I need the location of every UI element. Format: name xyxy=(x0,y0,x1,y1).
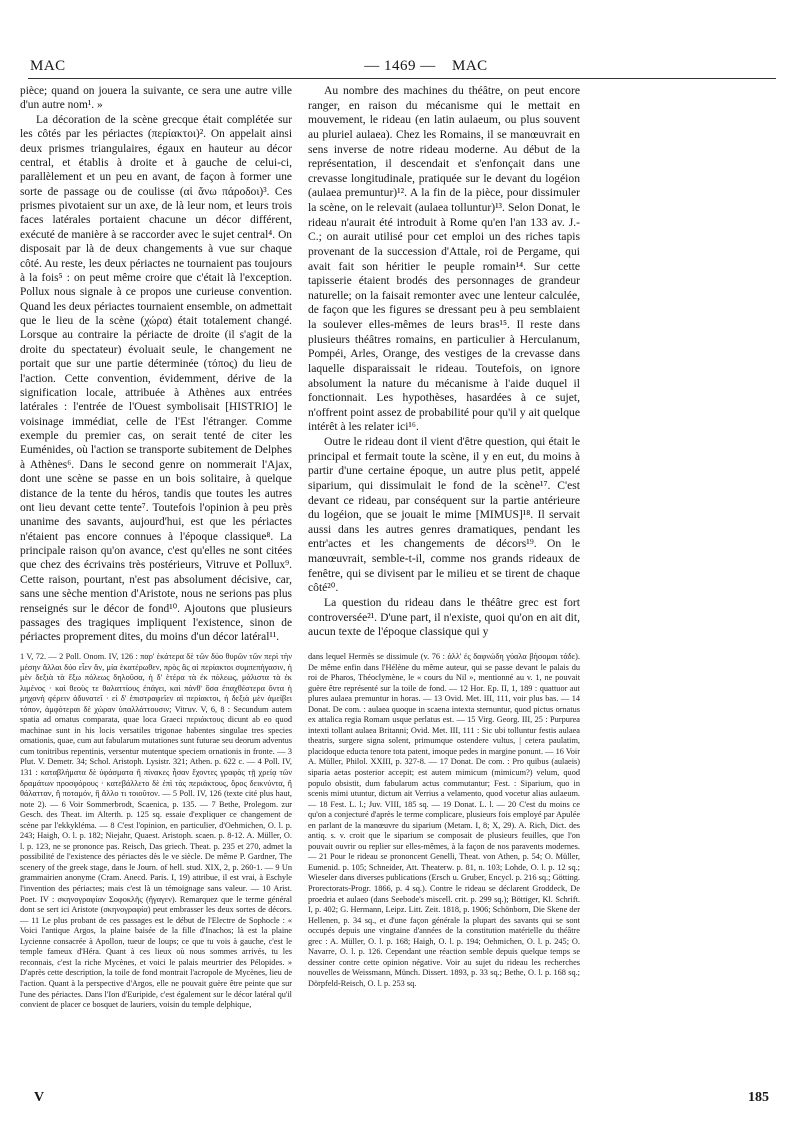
paragraph: La question du rideau dans le théâtre grec est fort controversée²¹. D'une part, il n'existe, quoi qu'on en ait dit, aucun texte de l'époque classique qui y xyxy=(308,595,580,639)
signature-mark: V xyxy=(34,1090,45,1105)
footnotes-right: dans lequel Hermès se dissimule (v. 76 : ἀλλ' ἐς δαφνώδη γύαλα βήσομαι τάδε). De même enfin dans l'Hélène du même auteur, qui se passe devant le palais du roi de Pharos, Théoclymène, le « cours du Nil », mentionné au v. 1, ne pouvait guère être représenté sur la toile de fond. — 12 Hor. Ep. II, 1, 189 : quattuor aut plures aulaea premuntur in horas. — 13 Ovid. Met. III, 111, voir plus bas. — 14 Donat. De com. : aulaea quoque in scaena intexta sternuntur, quod pictus ornatus ex attalica regia Romam usque perlatus est. — 15 Virg. Georg. III, 25 : Purpurea intexti tollant aulaea Britanni; Ovid. Met. III, 111 : Sic ubi tolluntur festis aulaea theatris, surgere signa solent, primumque ostendere vultus, | cetera paulatim, placidoque educta tenore tota patent, imoque pedes in margine ponunt. — 16 Voir A. Müller, Philol. XXIII, p. 327-8. — 17 Donat. De com. : Pro quibus (aulaeis) siparia aetas posterior accepit; est autem mimicum (mimicum?) velum, quod populo obsistit, dum fabularum actus commutantur; Fest. : Siparium, quo in scenis mimi utuntur, dictum ait Verrius a velamento, quod vocetur alias aulaeum. — 18 Fest. L. l.; Juv. VIII, 185 sq. — 19 Donat. L. l. — 20 C'est du moins ce qu'on a conjecturé d'après le terme complicare, plusieurs fois employé par Apulée en parlant de la manœuvre du siparium (Metam. I, 8; X, 29). A. Rich, Dict. des antiq. s. v. croit que le siparium se composait de plusieurs feuilles, que l'on pouvait ouvrir ou replier sur elles-mêmes, à la façon de nos paravents modernes. — 21 Pour le rideau se prononcent Genelli, Theat. von Athen, p. 54; O. Müller, Eumenid. p. 105; Schneider, Att. Theaterw. p. 81, n. 103; Lohde, O. l. p. 12 sq.; Wieseler dans diverses publications (Ersch u. Gruber, Encycl. p. 216 sq.; Götting. Prorectorats-Progr. 1866, p. 4 sq.). Contre le rideau se déclarent Groddeck, De proedria et aulaeo (dans Seebode's miscell. crit. p. 299 sq.); Böttiger, Kl. Schrift. I, p. 402; G. Hermann, Leipz. Litt. Zeit. 1818, p. 1906; Schönborn, Die Skene der Hellenen, p. 34 sq., et d'une façon générale la plupart des savants qui se sont occupés depuis une vingtaine d'années de la constitution matérielle du théâtre grec : A. Müller, O. l. p. 168; Haigh, O. l. p. 194; Oehmichen, O. l. p. 245; O. Navarre, O. l. p. 126. Cependant une réaction semble depuis quelque temps se dessiner contre cette opinion négative. Voir au sujet du rideau les recherches nouvelles de Weissmann, Münch. Dissert. 1893, p. 33 sq.; Bethe, O. l. p. 168 sq.; Dörpfeld-Reisch, O. l. p. 253 sq. xyxy=(308,652,580,988)
page-number: — 1469 — xyxy=(364,58,436,74)
paragraph: Outre le rideau dont il vient d'être question, qui était le principal et fermait toute la scène, il y en eut, du moins à partir d'une certaine époque, un autre plus petit, appelé siparium, qui dissimulait le fond de la scène¹⁷. C'est devant ce rideau, par conséquent sur la partie antérieure du logéion, que se jouait le mime [MIMUS]¹⁸. Il servait aussi dans les autres genres dramatiques, pendant les entr'actes et les changements de décors¹⁹. On le manœuvrait, semble-t-il, comme nos grands rideaux de fenêtre, qui se divisent par le milieu et se tirent de chaque côté²⁰. xyxy=(308,435,580,595)
paragraph: La décoration de la scène grecque était complétée sur les côtés par les périactes (περίακτοι)². On appelait ainsi deux prismes triangulaires, égaux en hauteur au décor central, et établis à droite et à gauche de celui-ci, parallèlement et un peu en avant, de façon à former une sorte de passage ou de coulisse (αἱ ἄνω πάροδοι)³. Ces prismes pivotaient sur un axe, de là leur nom, et leurs trois faces latérales portaient chacune un décor différent, exécuté de manière à se raccorder avec le sujet central⁴. On disposait par là de deux changements à vue sur chaque côté. Au reste, les deux périactes ne tournaient pas toujours à la fois⁵ : on peut même croire que c'était là l'exception. Pollux nous signale à ce propos une curieuse convention. Quand les deux périactes tournaient ensemble, on admettait que le lieu de la scène (χώρα) était totalement changé. Lorsque au contraire la périacte de droite (il s'agit de la droite du spectateur) évoluait seule, le changement ne portait que sur une partie déterminée (τόπος) du lieu de l'action. Cette convention, évidemment, dérive de la signification locale, attribuée à Athènes aux entrées latérales : l'entrée de l'Ouest symbolisait [HISTRIO] le voisinage immédiat, celle de l'Est l'étranger. Comme exemple du premier cas, on serait tenté de citer les Euménides, où l'action se transporte subitement de Delphes à Athènes⁶. Dans le second genre on nommerait l'Ajax, dont une scène se passe en un bois solitaire, à quelque distance de la tente du héros, tandis que toutes les autres ont lieu devant cette tente⁷. Toutefois l'opinion à peu près unanime des savants, aujourd'hui, est que les périactes n'étaient pas encore connues à l'époque classique⁸. La principale raison qu'on avance, c'est qu'elles ne sont citées que chez des écrivains très postérieurs, Vitruve et Pollux⁹. Cette raison, pourtant, n'est pas absolument décisive, car, sans une sèche mention d'Aristote, nous ne serions pas plus renseignés sur le décor de fond¹⁰. Ajoutons que plusieurs passages des tragiques impliquent l'existence, sinon de périactes proprement dites, du moins d'un décor latéral¹¹. xyxy=(20,113,292,644)
header-rule xyxy=(28,78,776,79)
left-column xyxy=(20,84,292,645)
paragraph: Au nombre des machines du théâtre, on peut encore ranger, en raison du mécanisme qui le mettait en mouvement, le rideau (en latin aulaeum, ou plus souvent au pluriel aulaea). Chez les Romains, il se manœuvrait en sens inverse de notre rideau moderne. Au début de la représentation, il descendait et s'enfonçait dans une crevasse longitudinale, pratiquée sur le devant du logéion (aulaea premuntur)¹². A la fin de la pièce, pour dissimuler la scène, on le relevait (aulaea tolluntur)¹³. Selon Donat, le rideau n'aurait été introduit à Rome qu'en l'an 133 av. J.-C.; on aurait utilisé pour cet emploi un des riches tapis provenant de la succession d'Attale, roi de Pergame, qui avait fait son héritier le peuple romain¹⁴. Sur cette tapisserie étaient brodés des personnages de grandeur naturelle; on la faisait remonter avec une lenteur calculée, de façon que les figures se dressant peu à peu semblaient la soulever elles-mêmes de leurs bras¹⁵. Il reste dans plusieurs théâtres romains, en particulier à Herculanum, Pompéi, Arles, Orange, des vestiges de la crevasse dans laquelle disparaissait le rideau. Toutefois, on ignore absolument la nature du mécanisme à l'aide duquel il fonctionnait. Les hypothèses, hasardées à ce sujet, n'offrent point assez de probabilité pour qu'il y ait quelque intérêt à les relater ici¹⁶. xyxy=(308,84,580,434)
footnotes-left: 1 V, 72. — 2 Poll. Onom. IV, 126 : παρ' ἑκάτερα δὲ τῶν δύο θυρῶν τῶν περὶ τὴν μέσην ἄλλαι δύο εἶεν ἄν, μία ἑκατέρωθεν, πρὸς ἃς αἱ περίακτοι συμπεπήγασιν, ἡ μὲν δεξιὰ τὰ ἔξω πόλεως δηλοῦσα, ἡ δ' ἑτέρα τὰ ἐκ πόλεως, μάλιστα τὰ ἐκ λιμένος · καὶ θεοὺς τε θαλαττίους ἐπάγει, καὶ πάνθ' ὅσα ἐπαχθέστερα ὄντα ἡ μηχανὴ φέρειν ἀδυνατεῖ · εἰ δ' ἐπιστραφεῖεν αἱ περίακτοι, ἡ δεξιὰ μὲν ἀμείβει τόπον, ἀμφότεραι δὲ χώραν ὑπαλλάττουσιν; Vitruv. V, 6, 8 : Secundum autem spatia ad ornatus comparata, quae loca Graeci περιάκτους dicunt ab eo quod machinae sunt in his locis versatiles trigonae habentes singulae tres species ornationis, quae, cum aut fabularum mutationes sunt futurae seu deorum adventus cum tonitribus repentinis, versentur mutentque speciem ornationis in fronte. — 3 Plut. V. Demetr. 34; Schol. Aristoph. Lysistr. 321; Athen. p. 622 c. — 4 Poll. IV, 131 : καταβλήματα δὲ ὑφάσματα ἢ πίνακες ἦσαν ἔχοντες γραφὰς τῇ χρείᾳ τῶν δραμάτων προσφόρους · κατεβάλλετο δὲ ἐπὶ τὰς περιάκτους, ὄρος δεικνύντα, ἢ θάλατταν, ἢ ποταμόν, ἢ ἄλλο τι τοιοῦτον. — 5 Poll. IV, 126 (texte cité plus haut, note 2). — 6 Voir Sommerbrodt, Scaenica, p. 135. — 7 Bethe, Prolegom. zur Gesch. des Theat. im Alterth. p. 125 sq. essaie d'expliquer ce changement de scène par l'ekkykléma. — 8 C'est l'opinion, en particulier, d'Oehmichen, O. l. p. 243; Haigh, O. l. p. 182; Niejahr, Quaest. Aristoph. scaen. p. 8-12. A. Müller, O. l. p. 123, ne se prononce pas. Reisch, Das griech. Theat. p. 235 et 270, admet la possibilité de l'existence des périactes dès le ve siècle. De même P. Gardner, The scenery of the greek stage, dans le Journ. of hell. stud. XIX, 2, p. 260-1. — 9 Un grammairien anonyme (Cram. Anecd. Paris. I, 19) attribue, il est vrai, à Eschyle l'invention des périactes; mais c'est là un témoignage sans valeur. — 10 Arist. Poet. IV : σκηνογραφίαν Σοφοκλῆς (ἤγαγεν). Remarquez que le terme général dont se sert ici Aristote (σκηνογραφία) peut embrasser les deux sortes de décors. — 11 Le plus probant de ces passages est le début de l'Electre de Sophocle : « Voici l'antique Argos, la plaine baisée de la fille d'Inachos; là est la plaine Lycienne consacrée à Apollon, tueur de loups; ce que tu vois à gauche, c'est le temple fameux d'Héra. Quant à ces lieux où nous sommes arrivés, tu les reconnais, c'est la riche Mycènes, et voici le palais meurtrier des Pélopides. » D'après cette description, la toile de fond montrait l'acropole de Mycènes, lieu de l'action. Quant à la perspective d'Argos, elle ne pouvait guère être peinte que sur l'une des périactes. Dans l'Ion d'Euripide, c'est également sur le décor latéral qu'il convient de placer ce bosquet de lauriers, voisin du temple delphique, xyxy=(20,652,292,1010)
paragraph: pièce; quand on jouera la suivante, ce sera une autre ville d'un autre nom¹. » xyxy=(20,85,292,112)
right-column xyxy=(308,84,580,640)
gathering-number: 185 xyxy=(748,1090,769,1105)
running-head-left: MAC xyxy=(30,58,66,74)
running-head-right: MAC xyxy=(452,58,488,74)
